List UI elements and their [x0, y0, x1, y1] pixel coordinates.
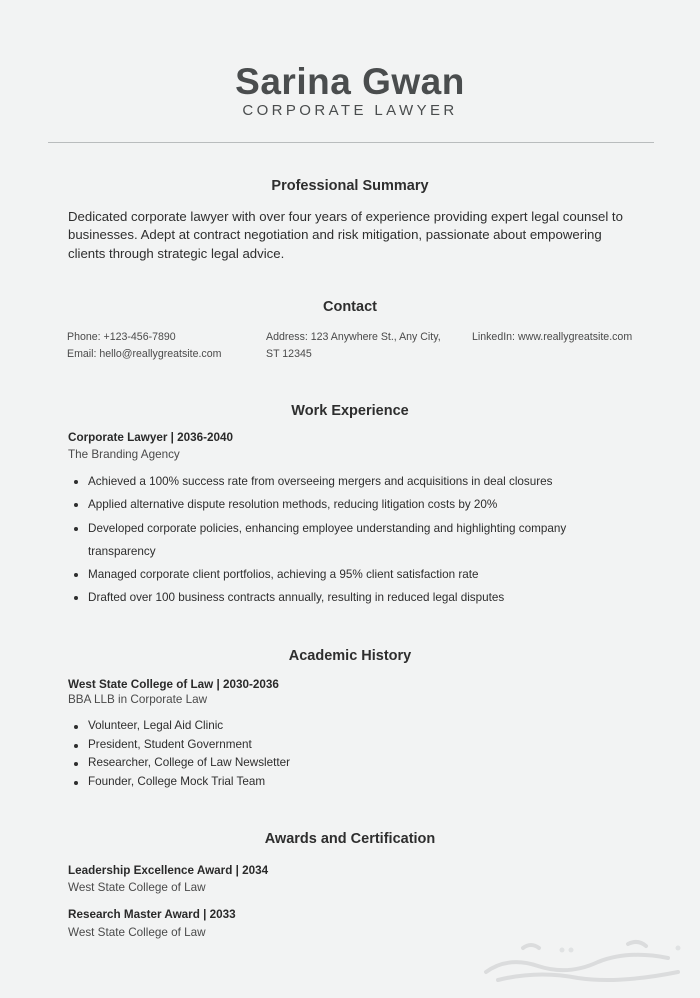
summary-text: Dedicated corporate lawyer with over four years of experience providing expert legal counsel to businesses. Adept at contract negotiation and risk mitigation, passionate about empowering clients through strategic legal advice.: [68, 209, 623, 261]
award-issuer: West State College of Law: [68, 881, 206, 894]
awards-heading: Awards and Certification: [264, 831, 436, 847]
list-item: Researcher, College of Law Newsletter: [68, 754, 290, 773]
summary-heading: Professional Summary: [271, 178, 429, 194]
site-logo-watermark-icon: [478, 936, 693, 988]
list-item: Managed corporate client portfolios, achieving a 95% client satisfaction rate: [68, 563, 618, 586]
contact-heading: Contact: [323, 299, 377, 315]
contact-email: Email: hello@reallygreatsite.com: [67, 348, 222, 360]
academic-heading: Academic History: [288, 648, 412, 664]
list-item: Volunteer, Legal Aid Clinic: [68, 717, 290, 736]
header-divider: [48, 142, 654, 143]
contact-column-middle: [266, 329, 441, 363]
academic-school: West State College of Law | 2030-2036: [68, 678, 279, 691]
contact-address-line1: Address: 123 Anywhere St., Any City,: [266, 331, 441, 343]
academic-bullet-list: [68, 717, 290, 792]
contact-address-line2: ST 12345: [266, 348, 312, 360]
award-issuer: West State College of Law: [68, 926, 206, 939]
list-item: Applied alternative dispute resolution methods, reducing litigation costs by 20%: [68, 493, 618, 516]
list-item: Developed corporate policies, enhancing employee understanding and highlighting company transparency: [68, 517, 618, 564]
contact-column-left: [67, 329, 221, 363]
contact-column-right: [472, 329, 632, 346]
work-role: Corporate Lawyer | 2036-2040: [68, 431, 234, 444]
list-item: President, Student Government: [68, 736, 290, 755]
list-item: Founder, College Mock Trial Team: [68, 773, 290, 792]
contact-linkedin: LinkedIn: www.reallygreatsite.com: [472, 331, 633, 343]
resume-job-title: CORPORATE LAWYER: [242, 102, 458, 119]
contact-phone: Phone: +123-456-7890: [67, 331, 176, 343]
list-item: Drafted over 100 business contracts annually, resulting in reduced legal disputes: [68, 586, 618, 609]
academic-degree: BBA LLB in Corporate Law: [68, 693, 208, 706]
list-item: Achieved a 100% success rate from overseeing mergers and acquisitions in deal closures: [68, 470, 618, 493]
work-heading: Work Experience: [291, 403, 409, 419]
award-title: Leadership Excellence Award | 2034: [68, 864, 269, 877]
resume-name: Sarina Gwan: [235, 61, 465, 102]
work-company: The Branding Agency: [68, 448, 180, 461]
work-bullet-list: [68, 470, 618, 610]
award-title: Research Master Award | 2033: [68, 908, 236, 921]
